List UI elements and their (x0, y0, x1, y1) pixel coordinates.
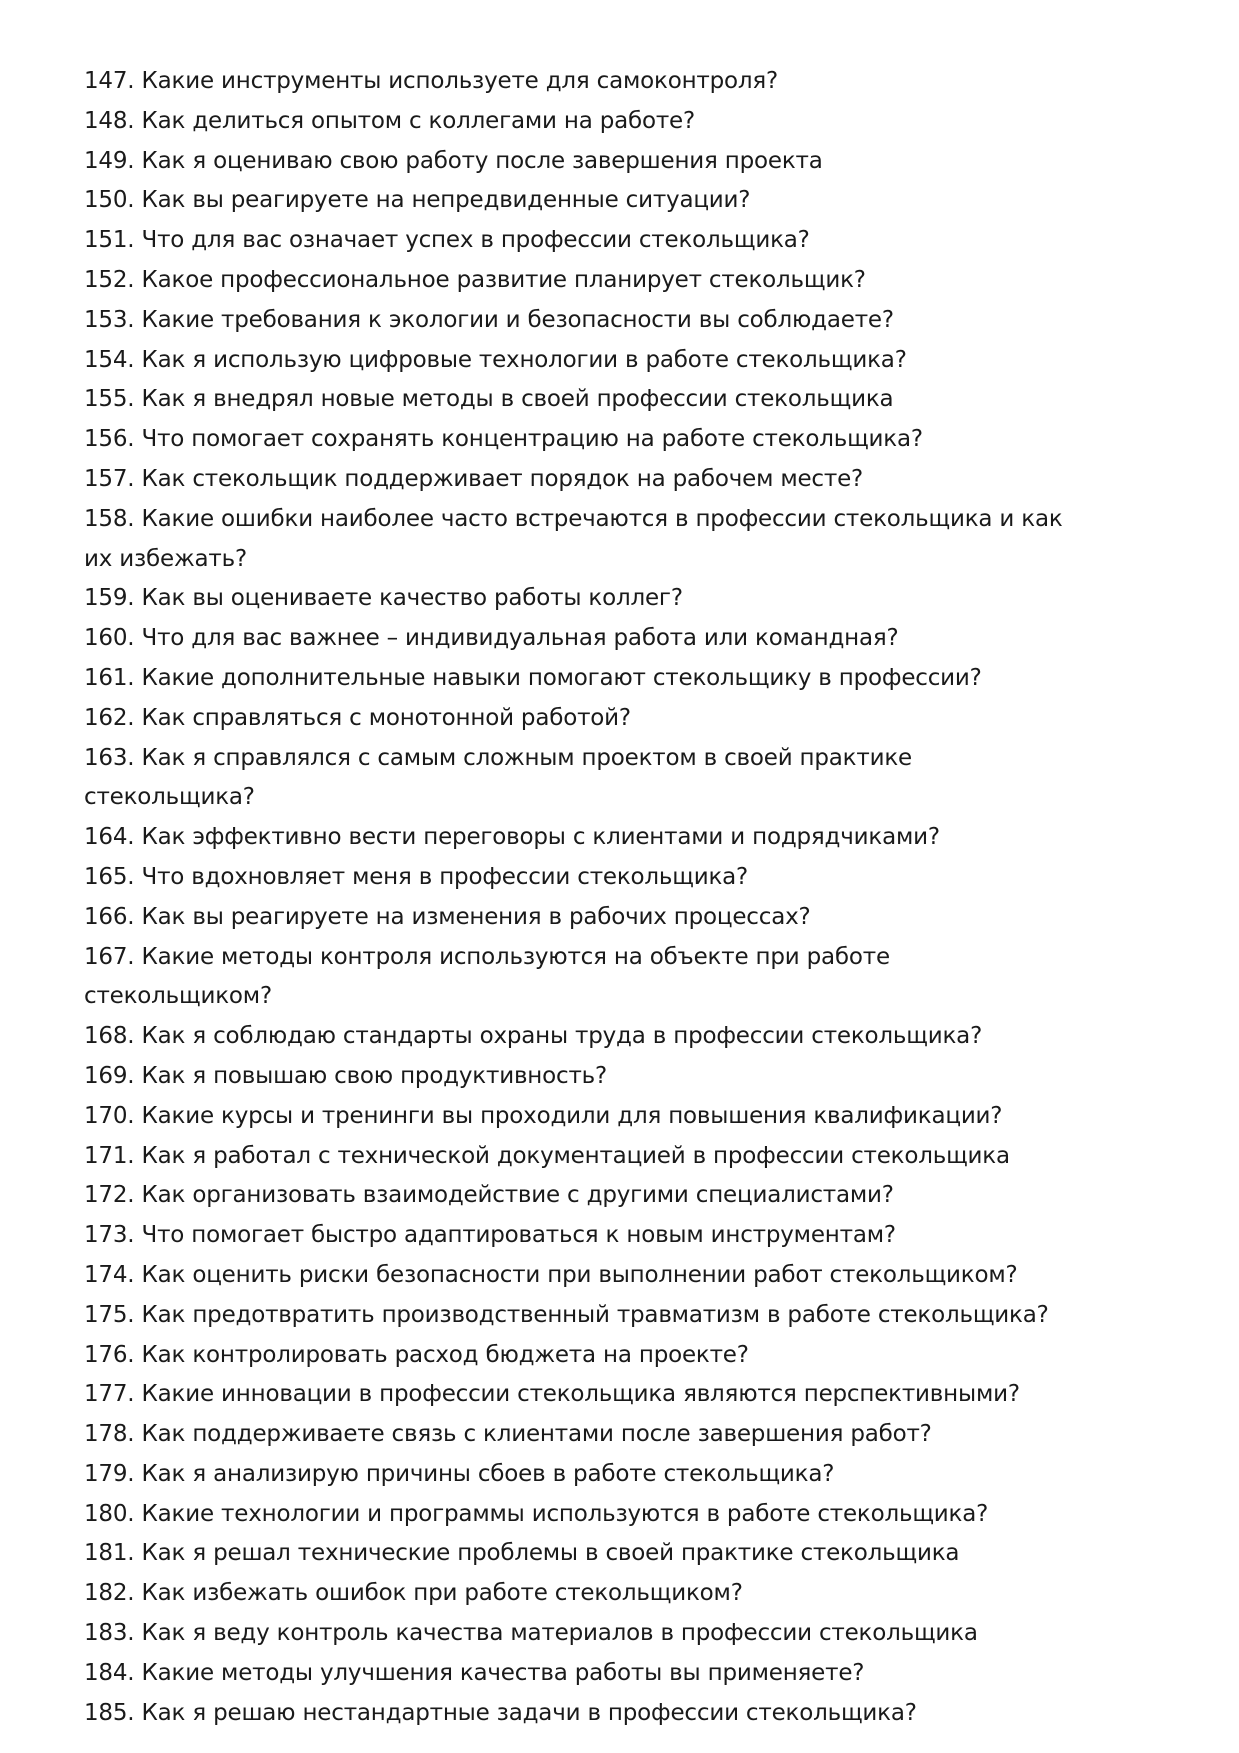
list-item: 164. Как эффективно вести переговоры с клиентами и подрядчиками? (84, 824, 940, 851)
list-item: 169. Как я повышаю свою продуктивность? (84, 1062, 608, 1089)
list-item: 181. Как я решал технические проблемы в своей практике стекольщика (84, 1540, 960, 1567)
list-item: 180. Какие технологии и программы используются в работе стекольщика? (84, 1500, 989, 1527)
list-item: 148. Как делиться опытом с коллегами на работе? (84, 107, 696, 134)
list-item: 185. Как я решаю нестандартные задачи в профессии стекольщика? (84, 1699, 917, 1726)
list-item: 149. Как я оцениваю свою работу после завершения проекта (84, 147, 823, 174)
list-item: 170. Какие курсы и тренинги вы проходили для повышения квалификации? (84, 1102, 1003, 1129)
list-item: 167. Какие методы контроля используются на объекте при работе стекольщиком? (84, 943, 890, 1010)
list-item: 162. Как справляться с монотонной работой? (84, 704, 631, 731)
list-item: 176. Как контролировать расход бюджета на проекте? (84, 1341, 749, 1368)
list-item: 163. Как я справлялся с самым сложным проектом в своей практике стекольщика? (84, 744, 912, 811)
list-item: 155. Как я внедрял новые методы в своей профессии стекольщика (84, 386, 894, 413)
list-item: 153. Какие требования к экологии и безопасности вы соблюдаете? (84, 306, 894, 333)
list-item: 161. Какие дополнительные навыки помогают стекольщику в профессии? (84, 664, 982, 691)
list-item: 156. Что помогает сохранять концентрацию на работе стекольщика? (84, 426, 923, 453)
list-item: 174. Как оценить риски безопасности при выполнении работ стекольщиком? (84, 1261, 1018, 1288)
list-item: 183. Как я веду контроль качества материалов в профессии стекольщика (84, 1620, 978, 1647)
question-list (84, 62, 1084, 1733)
list-item: 175. Как предотвратить производственный травматизм в работе стекольщика? (84, 1301, 1049, 1328)
list-item: 150. Как вы реагируете на непредвиденные ситуации? (84, 187, 751, 214)
list-item: 179. Как я анализирую причины сбоев в работе стекольщика? (84, 1460, 835, 1487)
list-item: 154. Как я использую цифровые технологии в работе стекольщика? (84, 346, 907, 373)
list-item: 152. Какое профессиональное развитие планирует стекольщик? (84, 266, 866, 293)
list-item: 165. Что вдохновляет меня в профессии стекольщика? (84, 863, 749, 890)
list-item: 184. Какие методы улучшения качества работы вы применяете? (84, 1659, 865, 1686)
list-item: 171. Как я работал с технической документацией в профессии стекольщика (84, 1142, 1010, 1169)
list-item: 166. Как вы реагируете на изменения в рабочих процессах? (84, 903, 811, 930)
list-item: 168. Как я соблюдаю стандарты охраны труда в профессии стекольщика? (84, 1023, 983, 1050)
list-item: 159. Как вы оцениваете качество работы коллег? (84, 585, 683, 612)
list-item: 151. Что для вас означает успех в профессии стекольщика? (84, 227, 810, 254)
list-item: 178. Как поддерживаете связь с клиентами после завершения работ? (84, 1421, 932, 1448)
list-item: 173. Что помогает быстро адаптироваться к новым инструментам? (84, 1222, 896, 1249)
list-item: 177. Какие инновации в профессии стекольщика являются перспективными? (84, 1381, 1020, 1408)
list-item: 182. Как избежать ошибок при работе стекольщиком? (84, 1580, 743, 1607)
list-item: 157. Как стекольщик поддерживает порядок на рабочем месте? (84, 465, 864, 492)
list-item: 172. Как организовать взаимодействие с другими специалистами? (84, 1182, 894, 1209)
list-item: 160. Что для вас важнее – индивидуальная работа или командная? (84, 625, 899, 652)
list-item: 147. Какие инструменты используете для самоконтроля? (84, 68, 779, 94)
list-item: 158. Какие ошибки наиболее часто встречаются в профессии стекольщика и как их избежать? (84, 505, 1063, 572)
